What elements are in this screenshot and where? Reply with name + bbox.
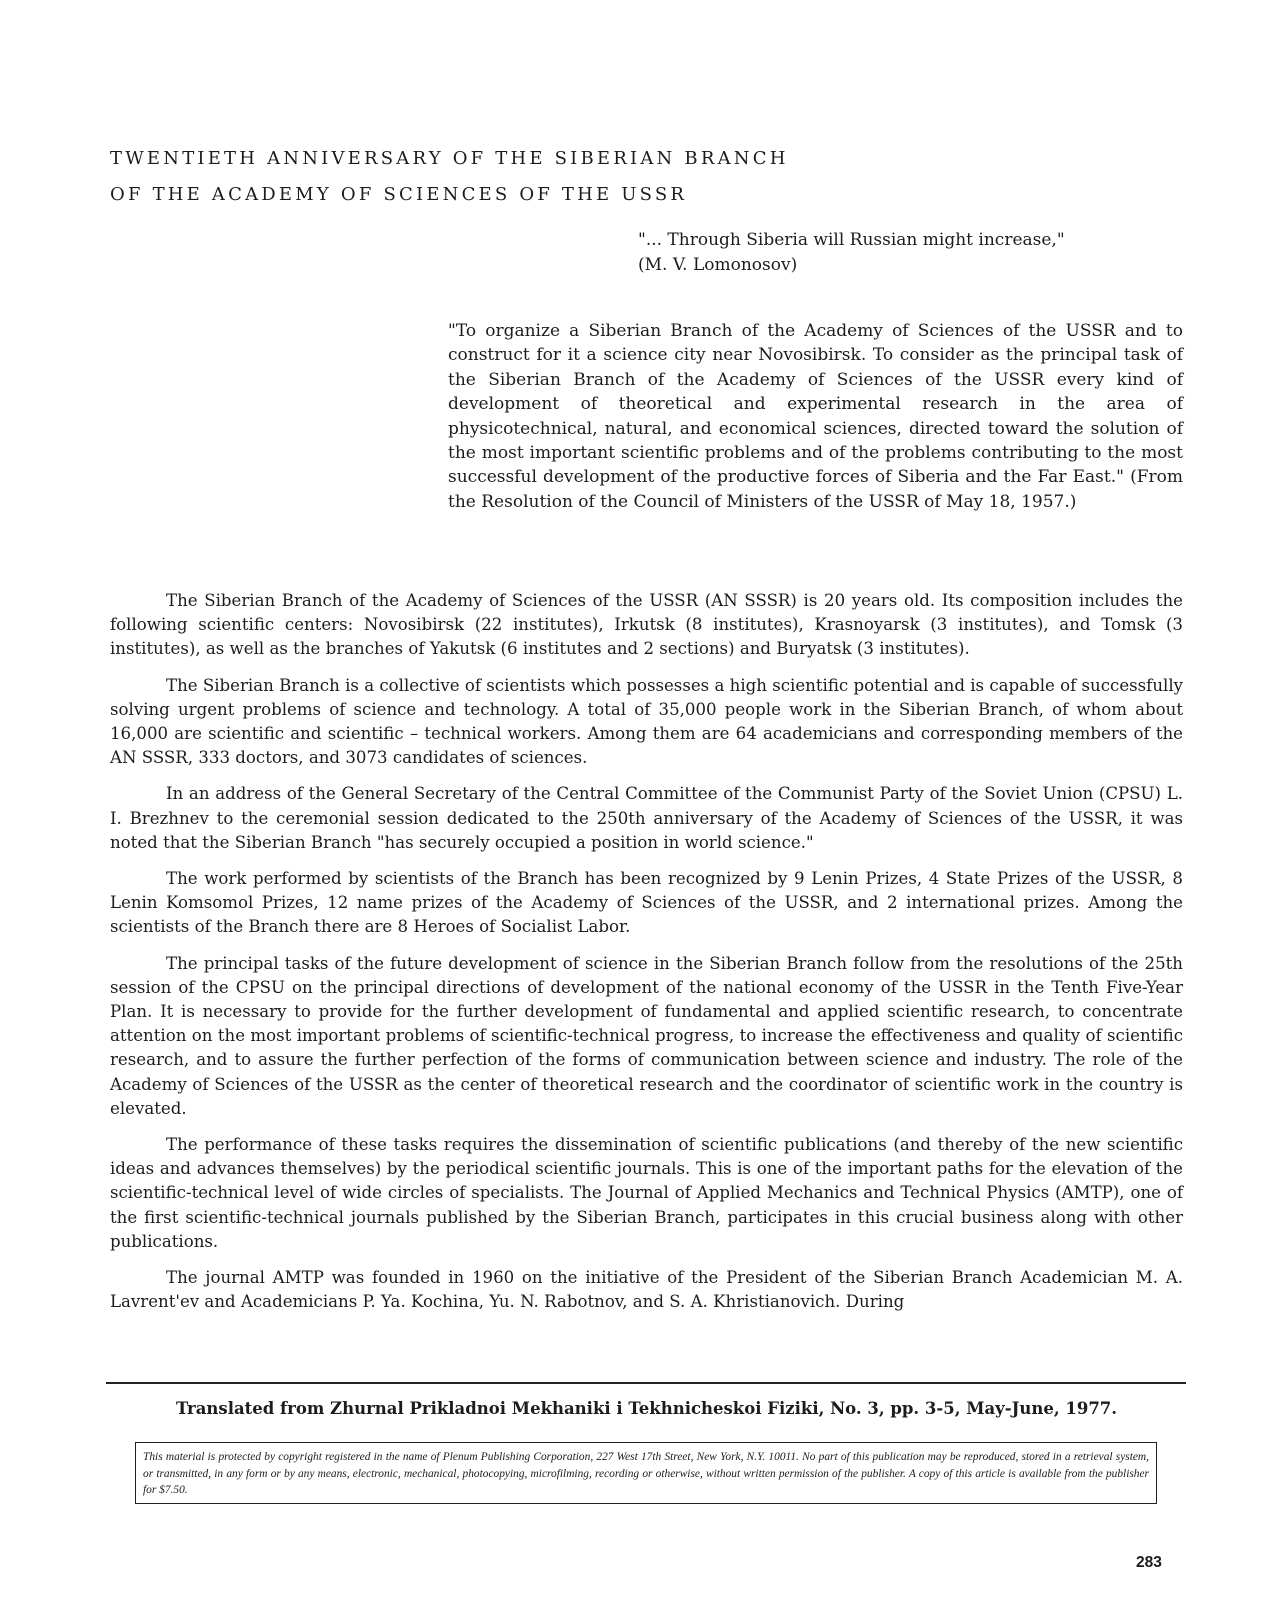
page-number: 283 — [1136, 1554, 1162, 1571]
body-paragraph: The performance of these tasks requires the dissemination of scientific publications (and thereby of the new scientific ideas and advances themselves) by the periodical scientific journals. This is one of the important paths for the elevation of the scientific-technical level of wide circles of specialists. The Journal of Applied Mechanics and Technical Physics (AMTP), one of the first scientific-technical journals published by the Siberian Branch, participates in this crucial business along with other publications. — [110, 1135, 1183, 1251]
body-paragraph: The journal AMTP was founded in 1960 on the initiative of the President of the Siberian Branch Academician M. A. Lavrent'ev and Academicians P. Ya. Kochina, Yu. N. Rabotnov, and S. A. Khristianovich. During — [110, 1268, 1183, 1312]
body-paragraph: The principal tasks of the future development of science in the Siberian Branch follow from the resolutions of the 25th session of the CPSU on the principal directions of development of the national economy of the USSR in the Tenth Five-Year Plan. It is necessary to provide for the further development of fundamental and applied scientific research, to concentrate attention on the most important problems of scientific-technical progress, to increase the effectiveness and quality of scientific research, and to assure the further perfection of the forms of communication between science and industry. The role of the Academy of Sciences of the USSR as the center of theoretical research and the coordinator of scientific work in the country is elevated. — [110, 953, 1183, 1118]
article-title — [110, 141, 870, 213]
article-title-line-2: OF THE ACADEMY OF SCIENCES OF THE USSR — [110, 184, 688, 205]
copyright-notice-box: This material is protected by copyright registered in the name of Plenum Publishing Corporation, 227 West 17th Street, New York, N.Y. 10011. No part of this publication may be reproduced, stored in a retrieval system, or transmitted, in any form or by any means, electronic, mechanical, photocopying, microfilming, recording or otherwise, without written permission of the publisher. A copy of this article is available from the publisher for $7.50. — [135, 1442, 1157, 1504]
body-paragraph: In an address of the General Secretary of the Central Committee of the Communist Party of the Soviet Union (CPSU) L. I. Brezhnev to the ceremonial session dedicated to the 250th anniversary of the Academy of Sciences of the USSR, it was noted that the Siberian Branch "has securely occupied a position in world science." — [110, 784, 1183, 852]
article-body — [110, 589, 1183, 1326]
article-title-line-1: TWENTIETH ANNIVERSARY OF THE SIBERIAN BRANCH — [110, 148, 789, 169]
body-paragraph: The Siberian Branch of the Academy of Sciences of the USSR (AN SSSR) is 20 years old. Its composition includes the following scientific centers: Novosibirsk (22 institutes), Irkutsk (8 institutes), Krasnoyarsk (3 institutes), and Tomsk (3 institutes), as well as the branches of Yakutsk (6 institutes and 2 sections) and Buryatsk (3 institutes). — [110, 591, 1183, 659]
epigraph-resolution: "To organize a Siberian Branch of the Academy of Sciences of the USSR and to construct for it a science city near Novosibirsk. To consider as the principal task of the Siberian Branch of the Academy of Sciences of the USSR every kind of development of theoretical and experimental research in the area of physicotechnical, natural, and economical sciences, directed toward the solution of the most important scientific problems and of the problems contributing to the most successful development of the productive forces of Siberia and the Far East." (From the Resolution of the Council of Ministers of the USSR of May 18, 1957.) — [448, 321, 1183, 512]
translation-source-note: Translated from Zhurnal Prikladnoi Mekhaniki i Tekhnicheskoi Fiziki, No. 3, pp. 3-5, May-June, 1977. — [175, 1399, 1118, 1418]
footer-divider — [106, 1382, 1186, 1384]
epigraph-quote-attribution: (M. V. Lomonosov) — [638, 255, 798, 275]
epigraph-quote-text: "... Through Siberia will Russian might increase," — [638, 230, 1065, 250]
body-paragraph: The work performed by scientists of the Branch has been recognized by 9 Lenin Prizes, 4 State Prizes of the USSR, 8 Lenin Komsomol Prizes, 12 name prizes of the Academy of Sciences of the USSR, and 2 international prizes. Among the scientists of the Branch there are 8 Heroes of Socialist Labor. — [110, 869, 1183, 937]
epigraph-lomonosov — [638, 228, 1198, 278]
body-paragraph: The Siberian Branch is a collective of scientists which possesses a high scientific potential and is capable of successfully solving urgent problems of science and technology. A total of 35,000 people work in the Siberian Branch, of whom about 16,000 are scientific and scientific – technical workers. Among them are 64 academicians and corresponding members of the AN SSSR, 333 doctors, and 3073 candidates of sciences. — [110, 675, 1183, 768]
